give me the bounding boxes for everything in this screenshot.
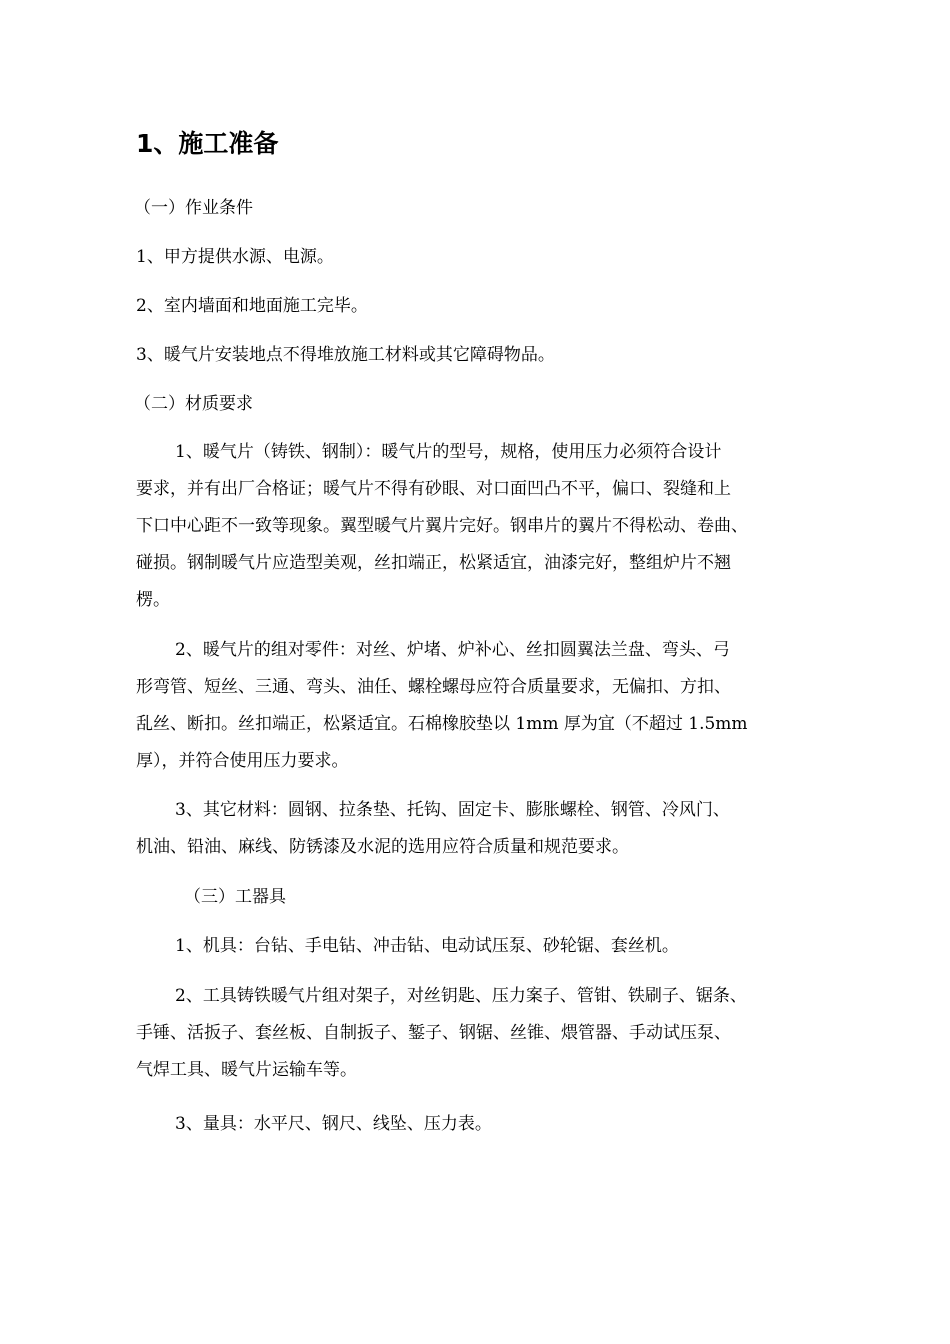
paragraph-line: 1、机具：台钻、手电钻、冲击钻、电动试压泵、砂轮锯、套丝机。 [175,936,679,956]
paragraph-line: 1、暖气片（铸铁、钢制）：暖气片的型号，规格，使用压力必须符合设计 [175,442,722,462]
subsection-title-tools: （三）工器具 [184,887,286,907]
paragraph-line: 乱丝、断扣。丝扣端正，松紧适宜。石棉橡胶垫以 1mm 厚为宜（不超过 1.5mm [136,714,748,734]
paragraph-line: 机油、铅油、麻线、防锈漆及水泥的选用应符合质量和规范要求。 [136,837,629,857]
paragraph-line: 碰损。钢制暖气片应造型美观，丝扣端正，松紧适宜，油漆完好，整组炉片不翘 [136,553,731,573]
paragraph-line: 手锤、活扳子、套丝板、自制扳子、錾子、钢锯、丝锥、煨管器、手动试压泵、 [136,1023,731,1043]
subsection-title-material-requirements: （二）材质要求 [134,394,253,414]
paragraph-line: 楞。 [136,590,170,610]
paragraph-line: 2、工具铸铁暖气片组对架子，对丝钥匙、压力案子、管钳、铁刷子、锯条、 [175,986,747,1006]
paragraph-line: 厚），并符合使用压力要求。 [136,751,349,771]
subsection-title-work-conditions: （一）作业条件 [134,198,253,218]
paragraph-line: 下口中心距不一致等现象。翼型暖气片翼片完好。钢串片的翼片不得松动、卷曲、 [136,516,748,536]
section-heading: 1、施工准备 [136,129,279,158]
list-item: 1、甲方提供水源、电源。 [136,247,334,267]
paragraph-line: 2、暖气片的组对零件：对丝、炉堵、炉补心、丝扣圆翼法兰盘、弯头、弓 [175,640,730,660]
paragraph-line: 3、其它材料：圆钢、拉条垫、托钩、固定卡、膨胀螺栓、钢管、冷风门、 [175,800,730,820]
list-item: 3、暖气片安装地点不得堆放施工材料或其它障碍物品。 [136,345,555,365]
paragraph-line: 要求，并有出厂合格证；暖气片不得有砂眼、对口面凹凸不平，偏口、裂缝和上 [136,479,731,499]
paragraph-line: 气焊工具、暖气片运输车等。 [136,1060,357,1080]
list-item: 2、室内墙面和地面施工完毕。 [136,296,368,316]
paragraph-line: 形弯管、短丝、三通、弯头、油任、螺栓螺母应符合质量要求，无偏扣、方扣、 [136,677,731,697]
paragraph-line: 3、量具：水平尺、钢尺、线坠、压力表。 [175,1114,492,1134]
